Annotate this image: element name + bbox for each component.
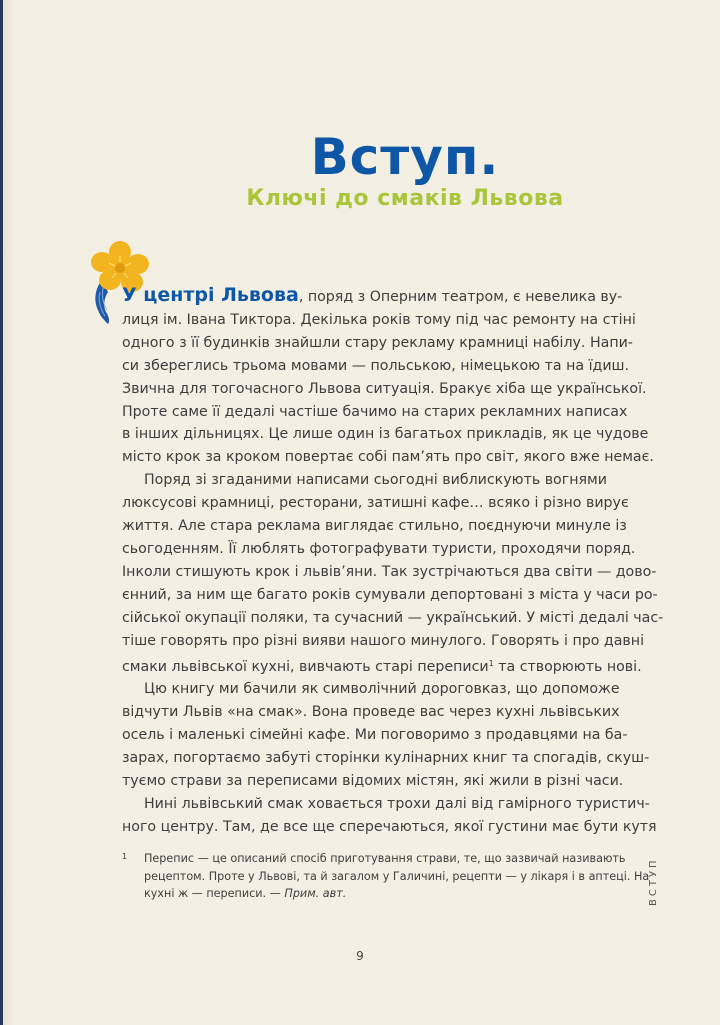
body-line: сійської окупації поляки, та сучасний — український. У місті дедалі час- [122, 609, 664, 626]
page-number: 9 [356, 949, 364, 963]
body-line-text: , поряд з Оперним театром, є невелика ву- [298, 289, 623, 305]
lead-in-phrase: У центрі Львова [122, 284, 299, 306]
body-line: Цю книгу ми бачили як символічний дороговказ, що допоможе [144, 681, 620, 698]
body-line: життя. Але стара реклама виглядає стильно, поєднуючи минуле із [122, 518, 627, 535]
body-line-text: смаки львівської кухні, вивчають старі переписи [122, 658, 489, 675]
footnote-attribution: Прим. авт. [284, 887, 347, 900]
chapter-title: Вступ. [310, 128, 500, 186]
body-line: тіше говорять про різні вияви нашого минулого. Говорять і про давні [122, 632, 645, 649]
body-line: місто крок за кроком повертає собі пам’ять про світ, якого вже немає. [122, 449, 654, 466]
footnote-line [144, 885, 602, 903]
body-line: в інших дільницях. Це лише один із багатьох прикладів, як це чудове [122, 426, 649, 443]
body-line: си збереглись трьома мовами — польською, німецькою та на їдиш. [122, 357, 630, 374]
body-line: одного з її будинків знайшли стару рекламу крамниці набілу. Напи- [122, 334, 633, 351]
body-line-1 [122, 284, 623, 309]
body-line: осель і маленькі сімейні кафе. Ми поговоримо з продавцями на ба- [122, 727, 628, 744]
body-line: сьогоденням. Її люблять фотографувати туристи, проходячи поряд. [122, 540, 636, 557]
body-line: Поряд зі згаданими написами сьогодні виблискують вогнями [144, 472, 607, 489]
section-side-label: ВСТУП [648, 857, 659, 907]
body-line: люксусові крамниці, ресторани, затишні кафе… всяко і різно вирує [122, 495, 629, 512]
body-line: Звична для тогочасного Львова ситуація. Бракує хіба ще української. [122, 380, 647, 397]
body-line [122, 653, 642, 679]
footnote [122, 850, 650, 903]
chapter-subtitle: Ключі до смаків Львова [246, 186, 564, 211]
body-line-text: та створюють нові. [493, 658, 642, 675]
footnote-line-text: кухні ж — переписи. — [144, 887, 285, 900]
footnote-text [144, 850, 650, 903]
footnote-reference[interactable]: 1 [488, 658, 494, 668]
body-line: туємо страви за переписами відомих містян, які жили в різні часи. [122, 773, 624, 790]
footnote-line: рецептом. Проте у Львові, та й загалом у Галичині, рецепти — у лікаря і в аптеці. На [144, 869, 650, 883]
body-line: зарах, погортаємо забуті сторінки кулінарних книг та спогадів, скуш- [122, 750, 650, 767]
footnote-line: Перепис — це описаний спосіб приготування страви, те, що зазвичай називають [144, 852, 626, 865]
body-line: Інколи стишують крок і львів’яни. Так зустрічаються два світи — дово- [122, 563, 657, 580]
body-text [122, 284, 664, 839]
body-line: лиця ім. Івана Тиктора. Декілька років тому під час ремонту на стіні [122, 311, 636, 328]
body-line: відчути Львів «на смак». Вона проведе вас через кухні львівських [122, 704, 620, 721]
footnote-mark: 1 [122, 852, 128, 861]
body-line: єнний, за ним ще багато років сумували депортовані з міста у часи ро- [122, 586, 658, 603]
body-line: Нині львівський смак ховається трохи далі від гамірного туристич- [144, 795, 650, 812]
body-line: ного центру. Там, де все ще сперечаються, якої густини має бути кутя [122, 818, 657, 835]
body-line: Проте саме її дедалі частіше бачимо на старих рекламних написах [122, 403, 628, 420]
